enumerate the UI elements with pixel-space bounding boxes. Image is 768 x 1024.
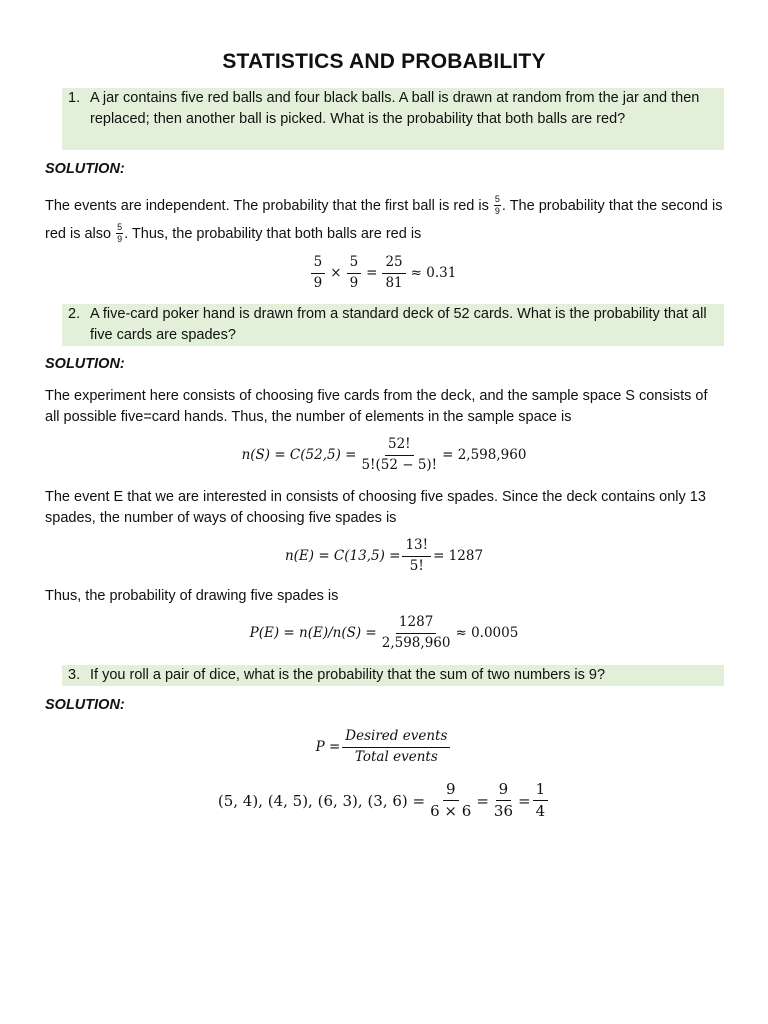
fraction: $\frac{52!}{5!(52 - 5)!}$ <box>361 436 438 473</box>
question-number: 2. <box>68 306 81 322</box>
question-number: 3. <box>68 667 81 683</box>
question-1 <box>62 88 724 150</box>
equation-q1: $\frac{5}{9}$ × $\frac{5}{9}$ = $\frac{25}{81}$ ≈ 0.31 <box>0 255 768 291</box>
paragraph-text: The events are independent. The probability that the first ball is red is <box>45 198 489 214</box>
page-title: STATISTICS AND PROBABILITY <box>222 50 546 73</box>
fraction: $\frac{9}{36}$ <box>493 780 513 821</box>
solution-paragraph: The experiment here consists of choosing five cards from the deck, and the sample space S consists of all possible five=card hands. Thus, the number of elements in the sample space is <box>45 388 708 425</box>
equation-event: n(E) = C(13,5) = $\frac{13!}{5!}$ = 1287 <box>284 537 484 574</box>
paragraph-text: . The probability that the second is red is also <box>45 198 723 242</box>
solution-label: SOLUTION: <box>45 161 125 177</box>
solution-label: SOLUTION: <box>45 697 125 713</box>
equation-definition: P = $\frac{\text{Desired events}}{\text{Total events}}$ <box>0 729 768 765</box>
solution-paragraph: Thus, the probability of drawing five spades is <box>45 588 339 604</box>
solution-paragraph: The event E that we are interested in consists of choosing five spades. Since the deck contains only 13 spades, the number of ways of choosing five spades is <box>45 489 706 526</box>
fraction: $\frac{1}{4}$ <box>533 781 549 821</box>
equation-sample-space: n(S) = C(52,5) = $\frac{52!}{5!(52 - 5)!}$ = 2,598,960 <box>241 436 527 473</box>
paragraph-text: . Thus, the probability that both balls are red is <box>124 226 422 242</box>
inline-fraction: $\frac{5}{9}$ <box>494 193 500 216</box>
equation-probability: P(E) = n(E)/n(S) = $\frac{1287}{2,598,960}$ ≈ 0.0005 <box>249 614 519 651</box>
question-text: A jar contains five red balls and four black balls. A ball is drawn at random from the jar and then replaced; then another ball is picked. What is the probability that both balls are red? <box>90 90 700 127</box>
fraction: $\frac{\text{Desired events}}{\text{Total events}}$ <box>342 729 450 765</box>
fraction: $\frac{9}{6 \times 6}$ <box>430 780 472 821</box>
question-number: 1. <box>68 90 81 106</box>
fraction: $\frac{1287}{2,598,960}$ <box>381 614 451 651</box>
question-text: A five-card poker hand is drawn from a standard deck of 52 cards. What is the probability that all five cards are spades? <box>90 306 707 343</box>
fraction: $\frac{5}{9}$ <box>347 255 362 291</box>
question-3 <box>62 665 724 686</box>
equation-dice: (5, 4), (4, 5), (6, 3), (3, 6) = $\frac{9}{6 \times 6}$ = $\frac{9}{36}$ = $\frac{1}{4}$ <box>0 781 768 821</box>
fraction: $\frac{13!}{5!}$ <box>402 538 431 574</box>
question-2 <box>62 304 724 346</box>
fraction: $\frac{5}{9}$ <box>311 255 326 291</box>
solution-paragraph <box>45 192 725 248</box>
question-text: If you roll a pair of dice, what is the probability that the sum of two numbers is 9? <box>90 667 606 683</box>
fraction: $\frac{25}{81}$ <box>382 255 405 291</box>
solution-label: SOLUTION: <box>45 356 125 372</box>
inline-fraction: $\frac{5}{9}$ <box>117 221 123 244</box>
